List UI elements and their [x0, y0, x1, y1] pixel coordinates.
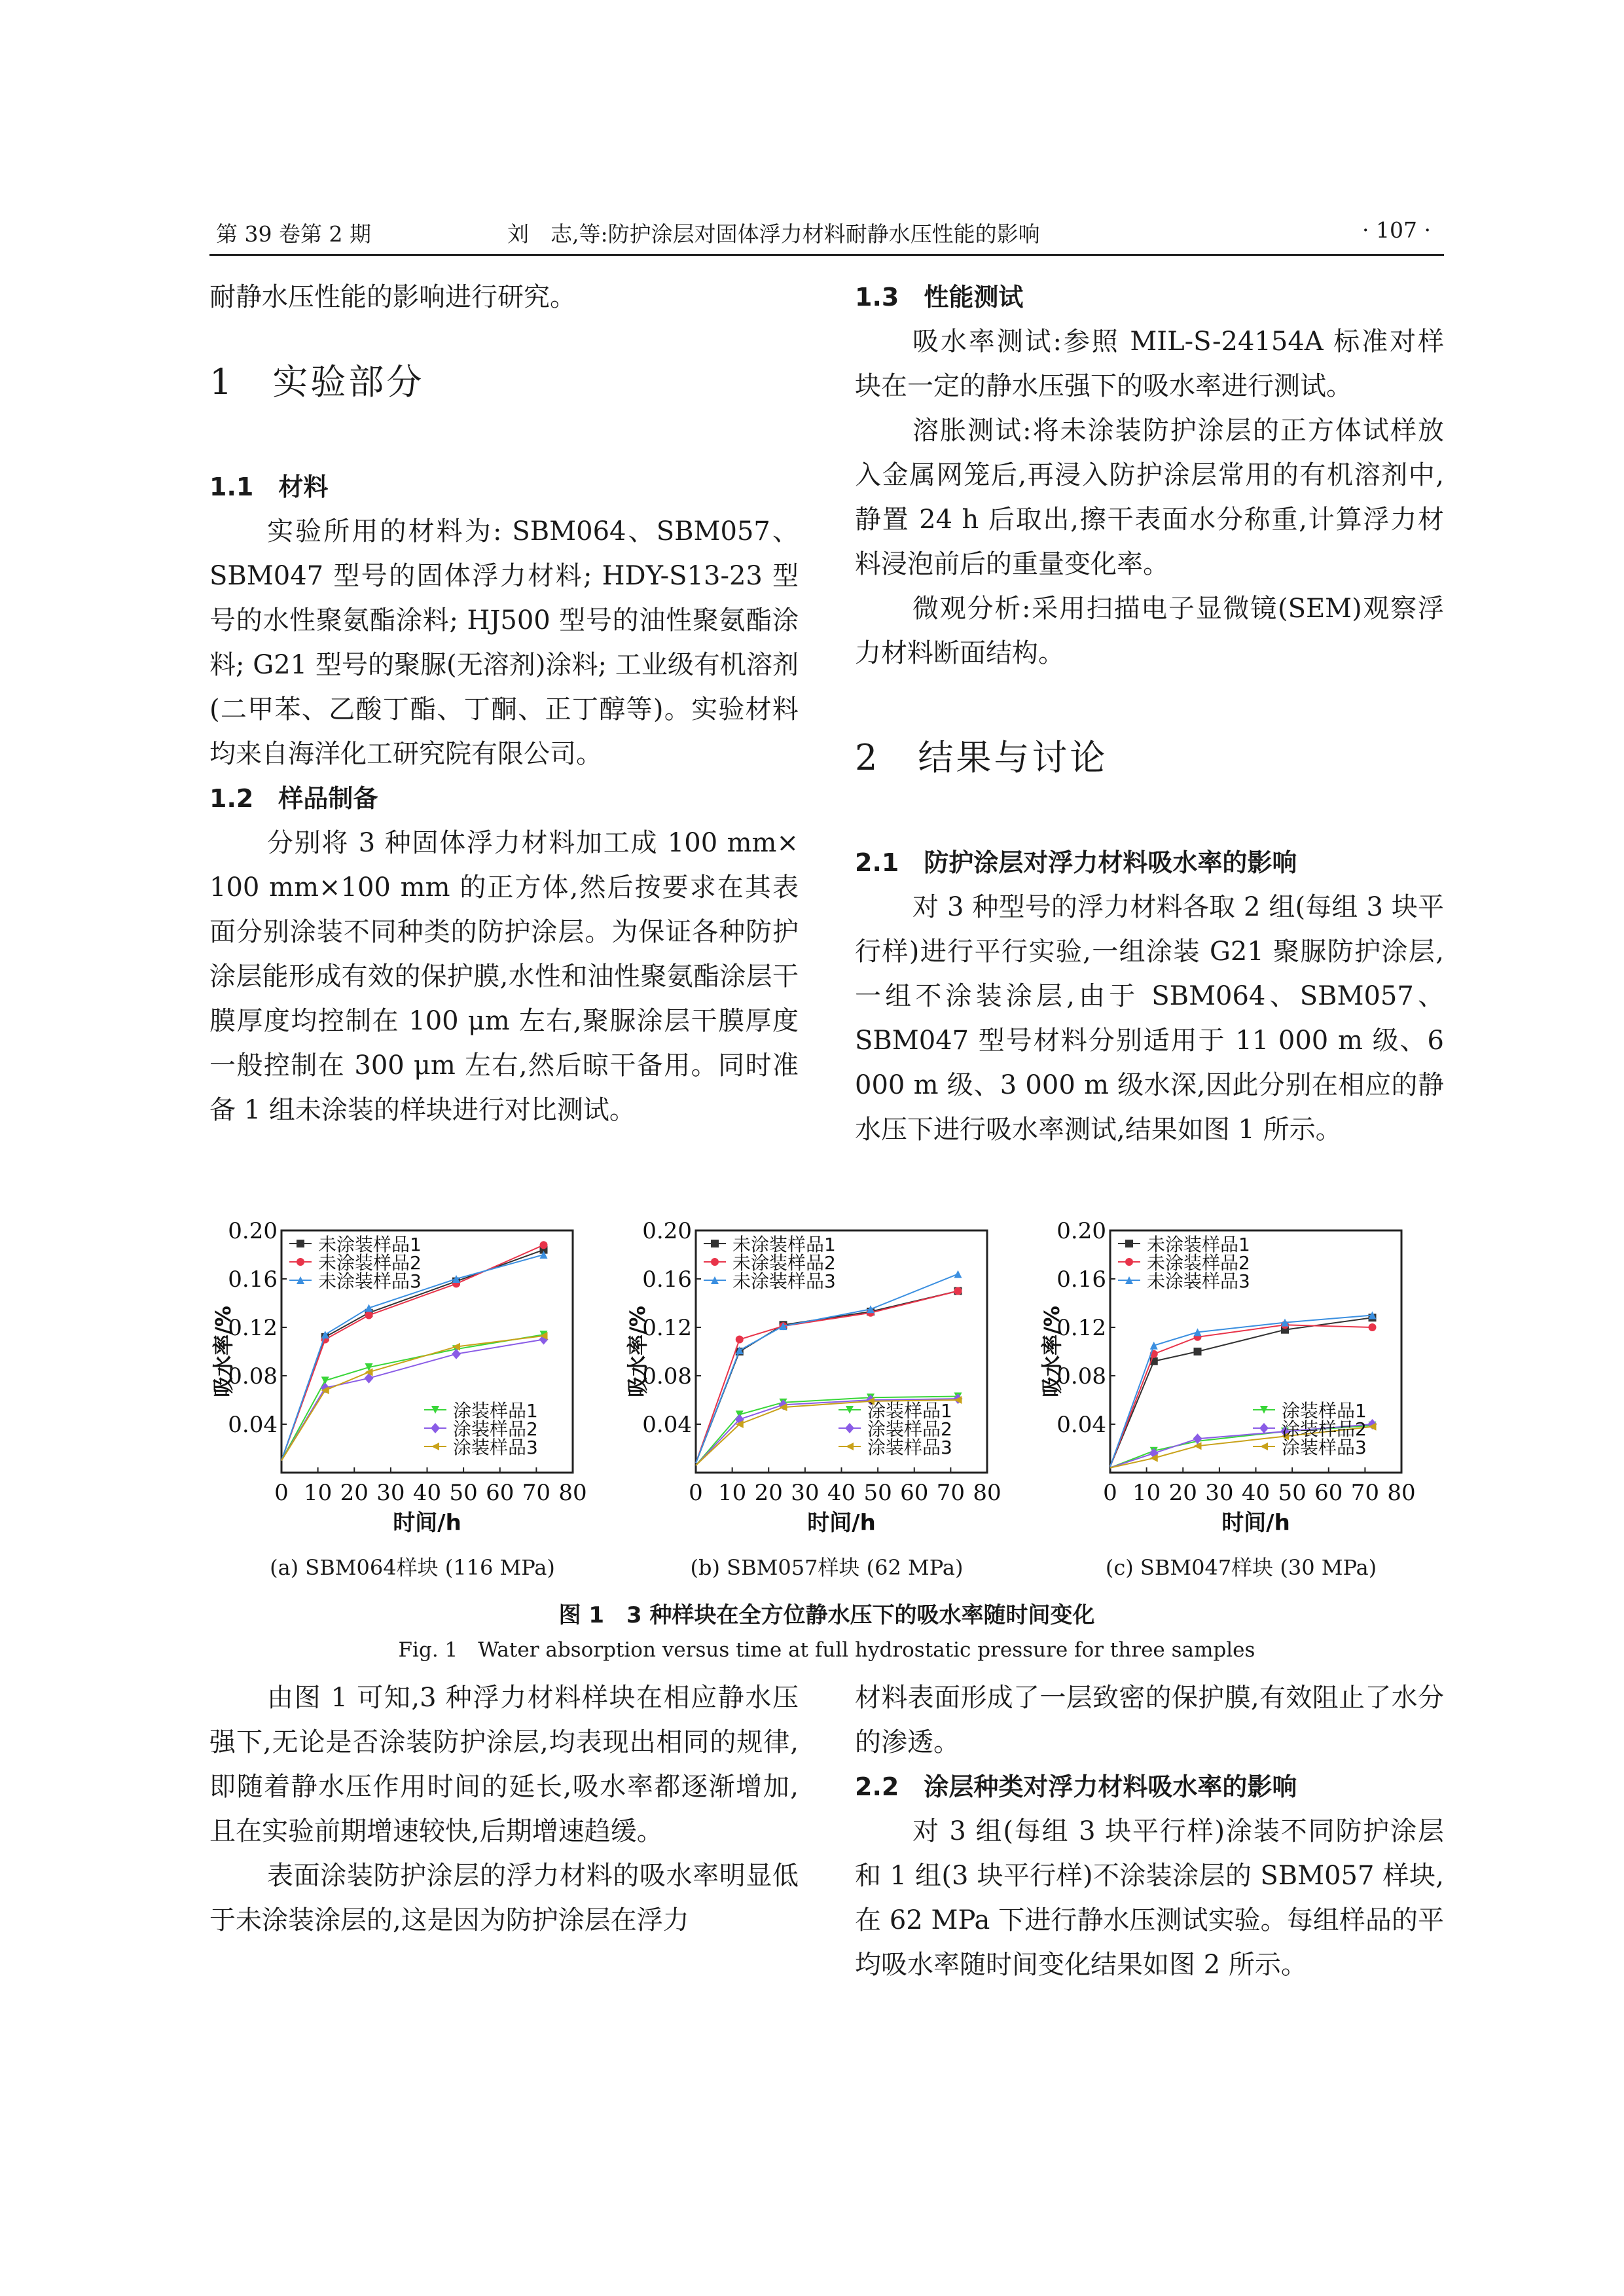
- y-tick-label: 0.16: [228, 1266, 278, 1293]
- water-test-paragraph: 吸水率测试:参照 MIL-S-24154A 标准对样块在一定的静水压强下的吸水率进行测试。: [855, 327, 1444, 401]
- y-axis-label: 吸水率/%: [211, 1306, 236, 1397]
- data-point: [1369, 1323, 1377, 1331]
- x-tick-label: 20: [754, 1480, 783, 1506]
- legend-marker: [1125, 1258, 1133, 1266]
- y-tick-label: 0.20: [642, 1218, 692, 1244]
- figure-caption-cn: 图 1 3 种样块在全方位静水压下的吸水率随时间变化: [558, 1602, 1095, 1628]
- running-header: [209, 208, 1444, 256]
- x-axis-label: 时间/h: [1221, 1510, 1290, 1536]
- legend-label: 涂装样品2: [453, 1418, 538, 1440]
- legend-label: 未涂装样品1: [318, 1234, 422, 1255]
- result-paragraph-1: 由图 1 可知,3 种浮力材料样块在相应静水压强下,无论是否涂装防护涂层,均表现出相同的规律,即随着静水压作用时间的延长,吸水率都逐渐增加,且在实验前期增速较快,后期增速趋缓。: [209, 1683, 799, 1846]
- x-tick-label: 20: [340, 1480, 369, 1506]
- x-tick-label: 70: [936, 1480, 965, 1506]
- x-tick-label: 60: [486, 1480, 514, 1506]
- x-tick-label: 40: [1241, 1480, 1271, 1506]
- legend-label: 涂装样品1: [1282, 1400, 1367, 1422]
- journal-volume: 第 39 卷第 2 期: [216, 221, 371, 247]
- legend-label: 未涂装样品2: [318, 1252, 422, 1274]
- y-tick-label: 0.20: [1056, 1218, 1106, 1244]
- data-point: [365, 1312, 373, 1319]
- page-number: · 107 ·: [1362, 217, 1431, 243]
- x-tick-label: 0: [1103, 1480, 1117, 1506]
- preparation-paragraph: 分别将 3 种固体浮力材料加工成 100 mm× 100 mm×100 mm 的正方体,然后按要求在其表面分别涂装不同种类的防护涂层。为保证各种防护涂层能形成有效的保护膜,水性和油性聚氨酯涂层干膜厚度均控制在 100 μm 左右,聚脲涂层干膜厚度一般控制在 300 μm 左右,然后晾干备用。同时准备 1 组未涂装的样块进行对比测试。: [209, 828, 799, 1125]
- legend-label: 涂装样品3: [867, 1437, 952, 1458]
- x-tick-label: 60: [900, 1480, 929, 1506]
- x-tick-label: 10: [1132, 1480, 1161, 1506]
- legend-marker: [711, 1240, 719, 1247]
- chart-b-caption: (b) SBM057样块 (62 MPa): [690, 1555, 964, 1580]
- y-tick-label: 0.04: [1056, 1412, 1106, 1438]
- x-tick-label: 80: [973, 1480, 1001, 1506]
- data-point: [954, 1270, 962, 1278]
- y-tick-label: 0.16: [642, 1266, 692, 1293]
- legend-marker: [1260, 1443, 1268, 1450]
- y-tick-label: 0.08: [1056, 1363, 1106, 1390]
- y-tick-label: 0.04: [228, 1412, 278, 1438]
- legend-label: 未涂装样品1: [1147, 1234, 1250, 1255]
- x-tick-label: 80: [1387, 1480, 1416, 1506]
- x-tick-label: 10: [717, 1480, 747, 1506]
- legend-label: 涂装样品2: [867, 1418, 952, 1440]
- x-tick-label: 40: [412, 1480, 442, 1506]
- y-tick-label: 0.08: [228, 1363, 278, 1390]
- y-axis-label: 吸水率/%: [625, 1306, 650, 1397]
- y-axis-label: 吸水率/%: [1039, 1306, 1064, 1397]
- data-point: [540, 1241, 548, 1249]
- y-tick-label: 0.20: [228, 1218, 278, 1244]
- chart-b: [624, 1211, 1030, 1590]
- swelling-test-paragraph: 溶胀测试:将未涂装防护涂层的正方体试样放入金属网笼后,再浸入防护涂层常用的有机溶剂中,静置 24 h 后取出,擦干表面水分称重,计算浮力材料浸泡前后的重量变化率。: [855, 416, 1444, 579]
- legend-marker: [1125, 1240, 1133, 1247]
- data-point: [954, 1287, 962, 1295]
- right-column-top: [855, 275, 1444, 1152]
- left-column-bottom: [209, 1676, 799, 1943]
- left-column-top: [209, 275, 799, 1132]
- x-tick-label: 50: [1278, 1480, 1307, 1506]
- x-tick-label: 70: [1350, 1480, 1380, 1506]
- legend-label: 未涂装样品2: [1147, 1252, 1250, 1274]
- section-2-2-paragraph: 对 3 组(每组 3 块平行样)涂装不同防护涂层和 1 组(3 块平行样)不涂装涂层的 SBM057 样块,在 62 MPa 下进行静水压测试实验。每组样品的平均吸水率随时间变化结果如图 2 所示。: [855, 1816, 1444, 1980]
- legend-marker: [845, 1423, 854, 1433]
- result-paragraph-2: 表面涂装防护涂层的浮力材料的吸水率明显低于未涂装涂层的,这是因为防护涂层在浮力: [209, 1861, 799, 1935]
- x-axis-label: 时间/h: [807, 1510, 876, 1536]
- figure-caption-en: Fig. 1 Water absorption versus time at full hydrostatic pressure for three samples: [398, 1638, 1255, 1662]
- x-tick-label: 0: [274, 1480, 289, 1506]
- legend-label: 涂装样品2: [1282, 1418, 1367, 1440]
- y-tick-label: 0.04: [642, 1412, 692, 1438]
- section-1-3-heading: 1.3 性能测试: [855, 283, 1024, 312]
- data-point: [365, 1304, 373, 1312]
- x-tick-label: 30: [376, 1480, 405, 1506]
- legend-marker: [711, 1258, 719, 1266]
- intro-end: 耐静水压性能的影响进行研究。: [209, 282, 576, 312]
- legend-label: 涂装样品3: [1282, 1437, 1367, 1458]
- x-tick-label: 0: [689, 1480, 703, 1506]
- x-tick-label: 70: [522, 1480, 551, 1506]
- y-tick-label: 0.16: [1056, 1266, 1106, 1293]
- x-tick-label: 80: [558, 1480, 587, 1506]
- chart-c-caption: (c) SBM047样块 (30 MPa): [1105, 1555, 1377, 1580]
- figure-1: [209, 1211, 1444, 1590]
- legend-label: 涂装样品1: [867, 1400, 952, 1422]
- legend-label: 未涂装样品3: [1147, 1270, 1250, 1292]
- chart-c-svg: [1038, 1211, 1444, 1551]
- legend-marker: [431, 1423, 440, 1433]
- section-2-2-heading: 2.2 涂层种类对浮力材料吸水率的影响: [855, 1772, 1297, 1801]
- x-tick-label: 40: [827, 1480, 856, 1506]
- legend-label: 未涂装样品2: [732, 1252, 836, 1274]
- section-1-2-heading: 1.2 样品制备: [209, 784, 378, 813]
- chart-a-svg: [209, 1211, 615, 1551]
- chart-c: [1038, 1211, 1444, 1590]
- legend-marker: [431, 1443, 439, 1450]
- legend-label: 涂装样品3: [453, 1437, 538, 1458]
- legend-label: 涂装样品1: [453, 1400, 538, 1422]
- data-point: [1194, 1348, 1202, 1355]
- header-title: 刘 志,等:防护涂层对固体浮力材料耐静水压性能的影响: [507, 221, 1040, 247]
- x-tick-label: 60: [1314, 1480, 1343, 1506]
- legend-label: 未涂装样品3: [732, 1270, 836, 1292]
- materials-paragraph: 实验所用的材料为: SBM064、SBM057、SBM047 型号的固体浮力材料; HDY-S13-23 型号的水性聚氨酯涂料; HJ500 型号的油性聚氨酯涂料; G21 型号的聚脲(无溶剂)涂料; 工业级有机溶剂(二甲苯、乙酸丁酯、丁酮、正丁醇等)。实验材料均来自海洋化工研究院有限公司。: [209, 516, 799, 769]
- y-tick-label: 0.12: [642, 1315, 692, 1341]
- y-tick-label: 0.12: [228, 1315, 278, 1341]
- data-point: [1150, 1342, 1158, 1350]
- section-1-1-heading: 1.1 材料: [209, 473, 329, 501]
- legend-label: 未涂装样品3: [318, 1270, 422, 1292]
- legend-marker: [297, 1258, 304, 1266]
- x-tick-label: 10: [303, 1480, 333, 1506]
- legend-marker: [1259, 1423, 1269, 1433]
- x-tick-label: 30: [791, 1480, 820, 1506]
- x-axis-label: 时间/h: [393, 1510, 461, 1536]
- sem-paragraph: 微观分析:采用扫描电子显微镜(SEM)观察浮力材料断面结构。: [855, 594, 1444, 668]
- legend-marker: [846, 1443, 854, 1450]
- legend-label: 未涂装样品1: [732, 1234, 836, 1255]
- section-2-1-heading: 2.1 防护涂层对浮力材料吸水率的影响: [855, 848, 1297, 877]
- section-1-heading: 1 实验部分: [209, 361, 425, 403]
- right-column-bottom: [855, 1676, 1444, 1987]
- x-tick-label: 50: [863, 1480, 892, 1506]
- x-tick-label: 50: [449, 1480, 478, 1506]
- continued-paragraph: 材料表面形成了一层致密的保护膜,有效阻止了水分的渗透。: [855, 1683, 1444, 1757]
- section-2-heading: 2 结果与讨论: [855, 737, 1108, 778]
- chart-a-caption: (a) SBM064样块 (116 MPa): [270, 1555, 555, 1580]
- section-2-1-paragraph: 对 3 种型号的浮力材料各取 2 组(每组 3 块平行样)进行平行实验,一组涂装 G21 聚脲防护涂层,一组不涂装涂层,由于 SBM064、SBM057、SBM047 型号材料分别适用于 11 000 m 级、6 000 m 级、3 000 m 级水深,因此分别在相应的静水压下进行吸水率测试,结果如图 1 所示。: [855, 892, 1444, 1145]
- x-tick-label: 30: [1205, 1480, 1234, 1506]
- y-tick-label: 0.08: [642, 1363, 692, 1390]
- chart-b-svg: [624, 1211, 1030, 1551]
- x-tick-label: 20: [1168, 1480, 1197, 1506]
- legend-marker: [297, 1240, 304, 1247]
- chart-a: [209, 1211, 615, 1590]
- y-tick-label: 0.12: [1056, 1315, 1106, 1341]
- data-point: [736, 1336, 744, 1344]
